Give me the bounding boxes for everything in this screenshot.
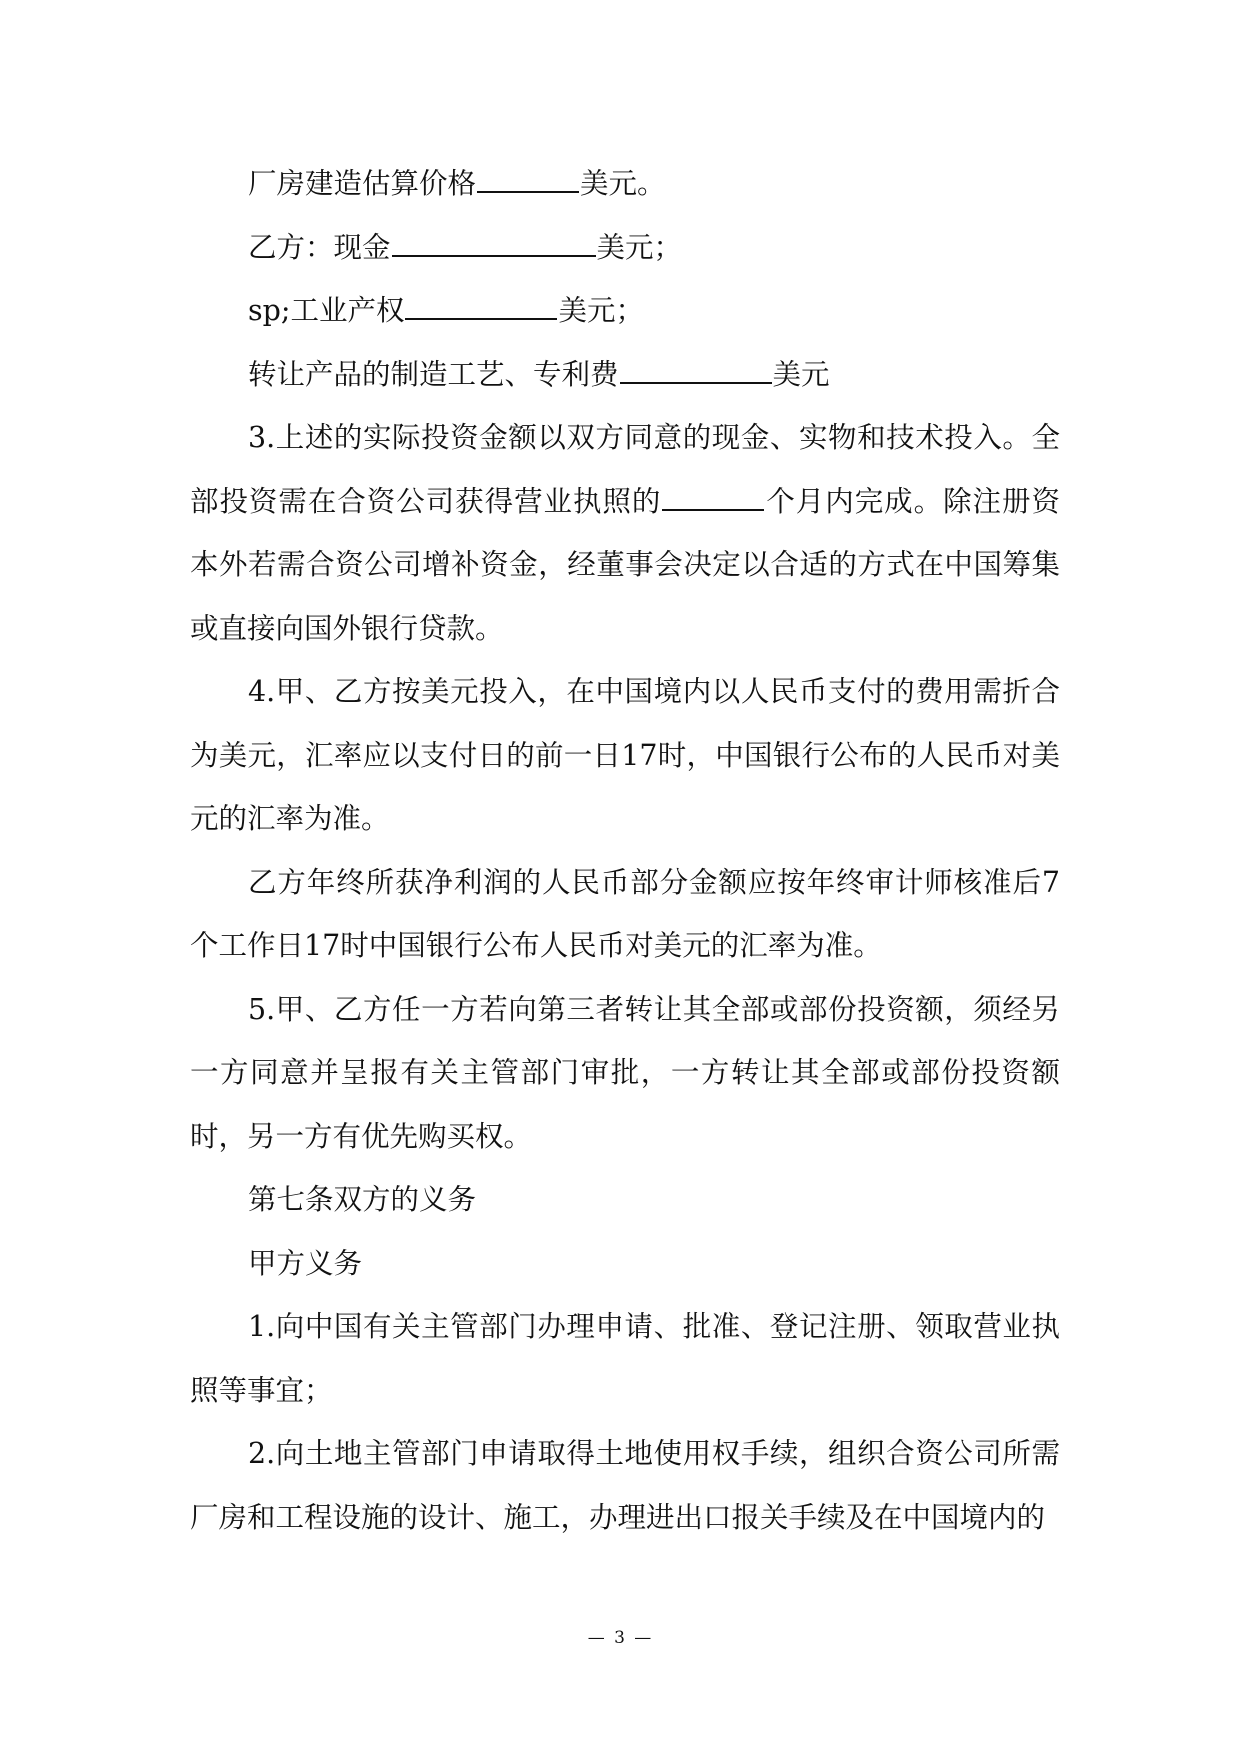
- fill-in-blank: [662, 479, 764, 511]
- paragraph-text: 美元；: [596, 230, 683, 264]
- paragraph-text: 转让产品的制造工艺、专利费: [248, 357, 619, 391]
- fill-in-blank: [405, 288, 557, 320]
- paragraph-clause-3: [190, 406, 1060, 660]
- page-number: — 3 —: [587, 1628, 654, 1648]
- subheading-party-a-obligations: 甲方义务: [248, 1246, 363, 1280]
- section-heading-article-7: 第七条双方的义务: [248, 1183, 477, 1216]
- paragraph-party-b-cash: [190, 216, 1060, 280]
- fill-in-blank: [477, 161, 579, 193]
- paragraph-text: 美元。: [580, 167, 666, 200]
- paragraph-text: 个月内完成。除注册资本外若需合资公司增补资金，经董事会决定以合适的方式在中国筹集或直接向国外银行贷款。: [190, 484, 1060, 645]
- paragraph-net-profit: 乙方年终所获净利润的人民币部分金额应按年终审计师核准后7个工作日17时中国银行公布人民币对美元的汇率为准。: [190, 865, 1060, 962]
- paragraph-text: 厂房建造估算价格: [248, 167, 477, 200]
- paragraph-text: 美元；: [558, 294, 644, 327]
- paragraph-clause-4: 4.甲、乙方按美元投入，在中国境内以人民币支付的费用需折合为美元，汇率应以支付日的前一日17时，中国银行公布的人民币对美元的汇率为准。: [190, 675, 1060, 835]
- paragraph-obligation-2: 2.向土地主管部门申请取得土地使用权手续，组织合资公司所需厂房和工程设施的设计、施工，办理进出口报关手续及在中国境内的: [190, 1437, 1060, 1534]
- paragraph-obligation-1: 1.向中国有关主管部门办理申请、批准、登记注册、领取营业执照等事宜；: [190, 1310, 1060, 1407]
- paragraph-text: 美元: [772, 357, 830, 391]
- paragraph-patent-fee: [190, 343, 1060, 407]
- fill-in-blank: [392, 225, 596, 257]
- paragraph-text: 3.上述的实际投资金额以双方同意的现金、实物和技术投入。全部投资需在合资公司获得营业执照的: [190, 421, 1060, 518]
- document-body: [190, 152, 1060, 1549]
- paragraph-text: 乙方：现金: [248, 230, 391, 264]
- paragraph-industrial-property: [190, 279, 1060, 343]
- paragraph-factory-cost: [190, 152, 1060, 216]
- fill-in-blank: [620, 352, 772, 384]
- paragraph-clause-5: 5.甲、乙方任一方若向第三者转让其全部或部份投资额，须经另一方同意并呈报有关主管部门审批，一方转让其全部或部份投资额时，另一方有优先购买权。: [190, 992, 1060, 1153]
- paragraph-text: sp;工业产权: [248, 294, 405, 327]
